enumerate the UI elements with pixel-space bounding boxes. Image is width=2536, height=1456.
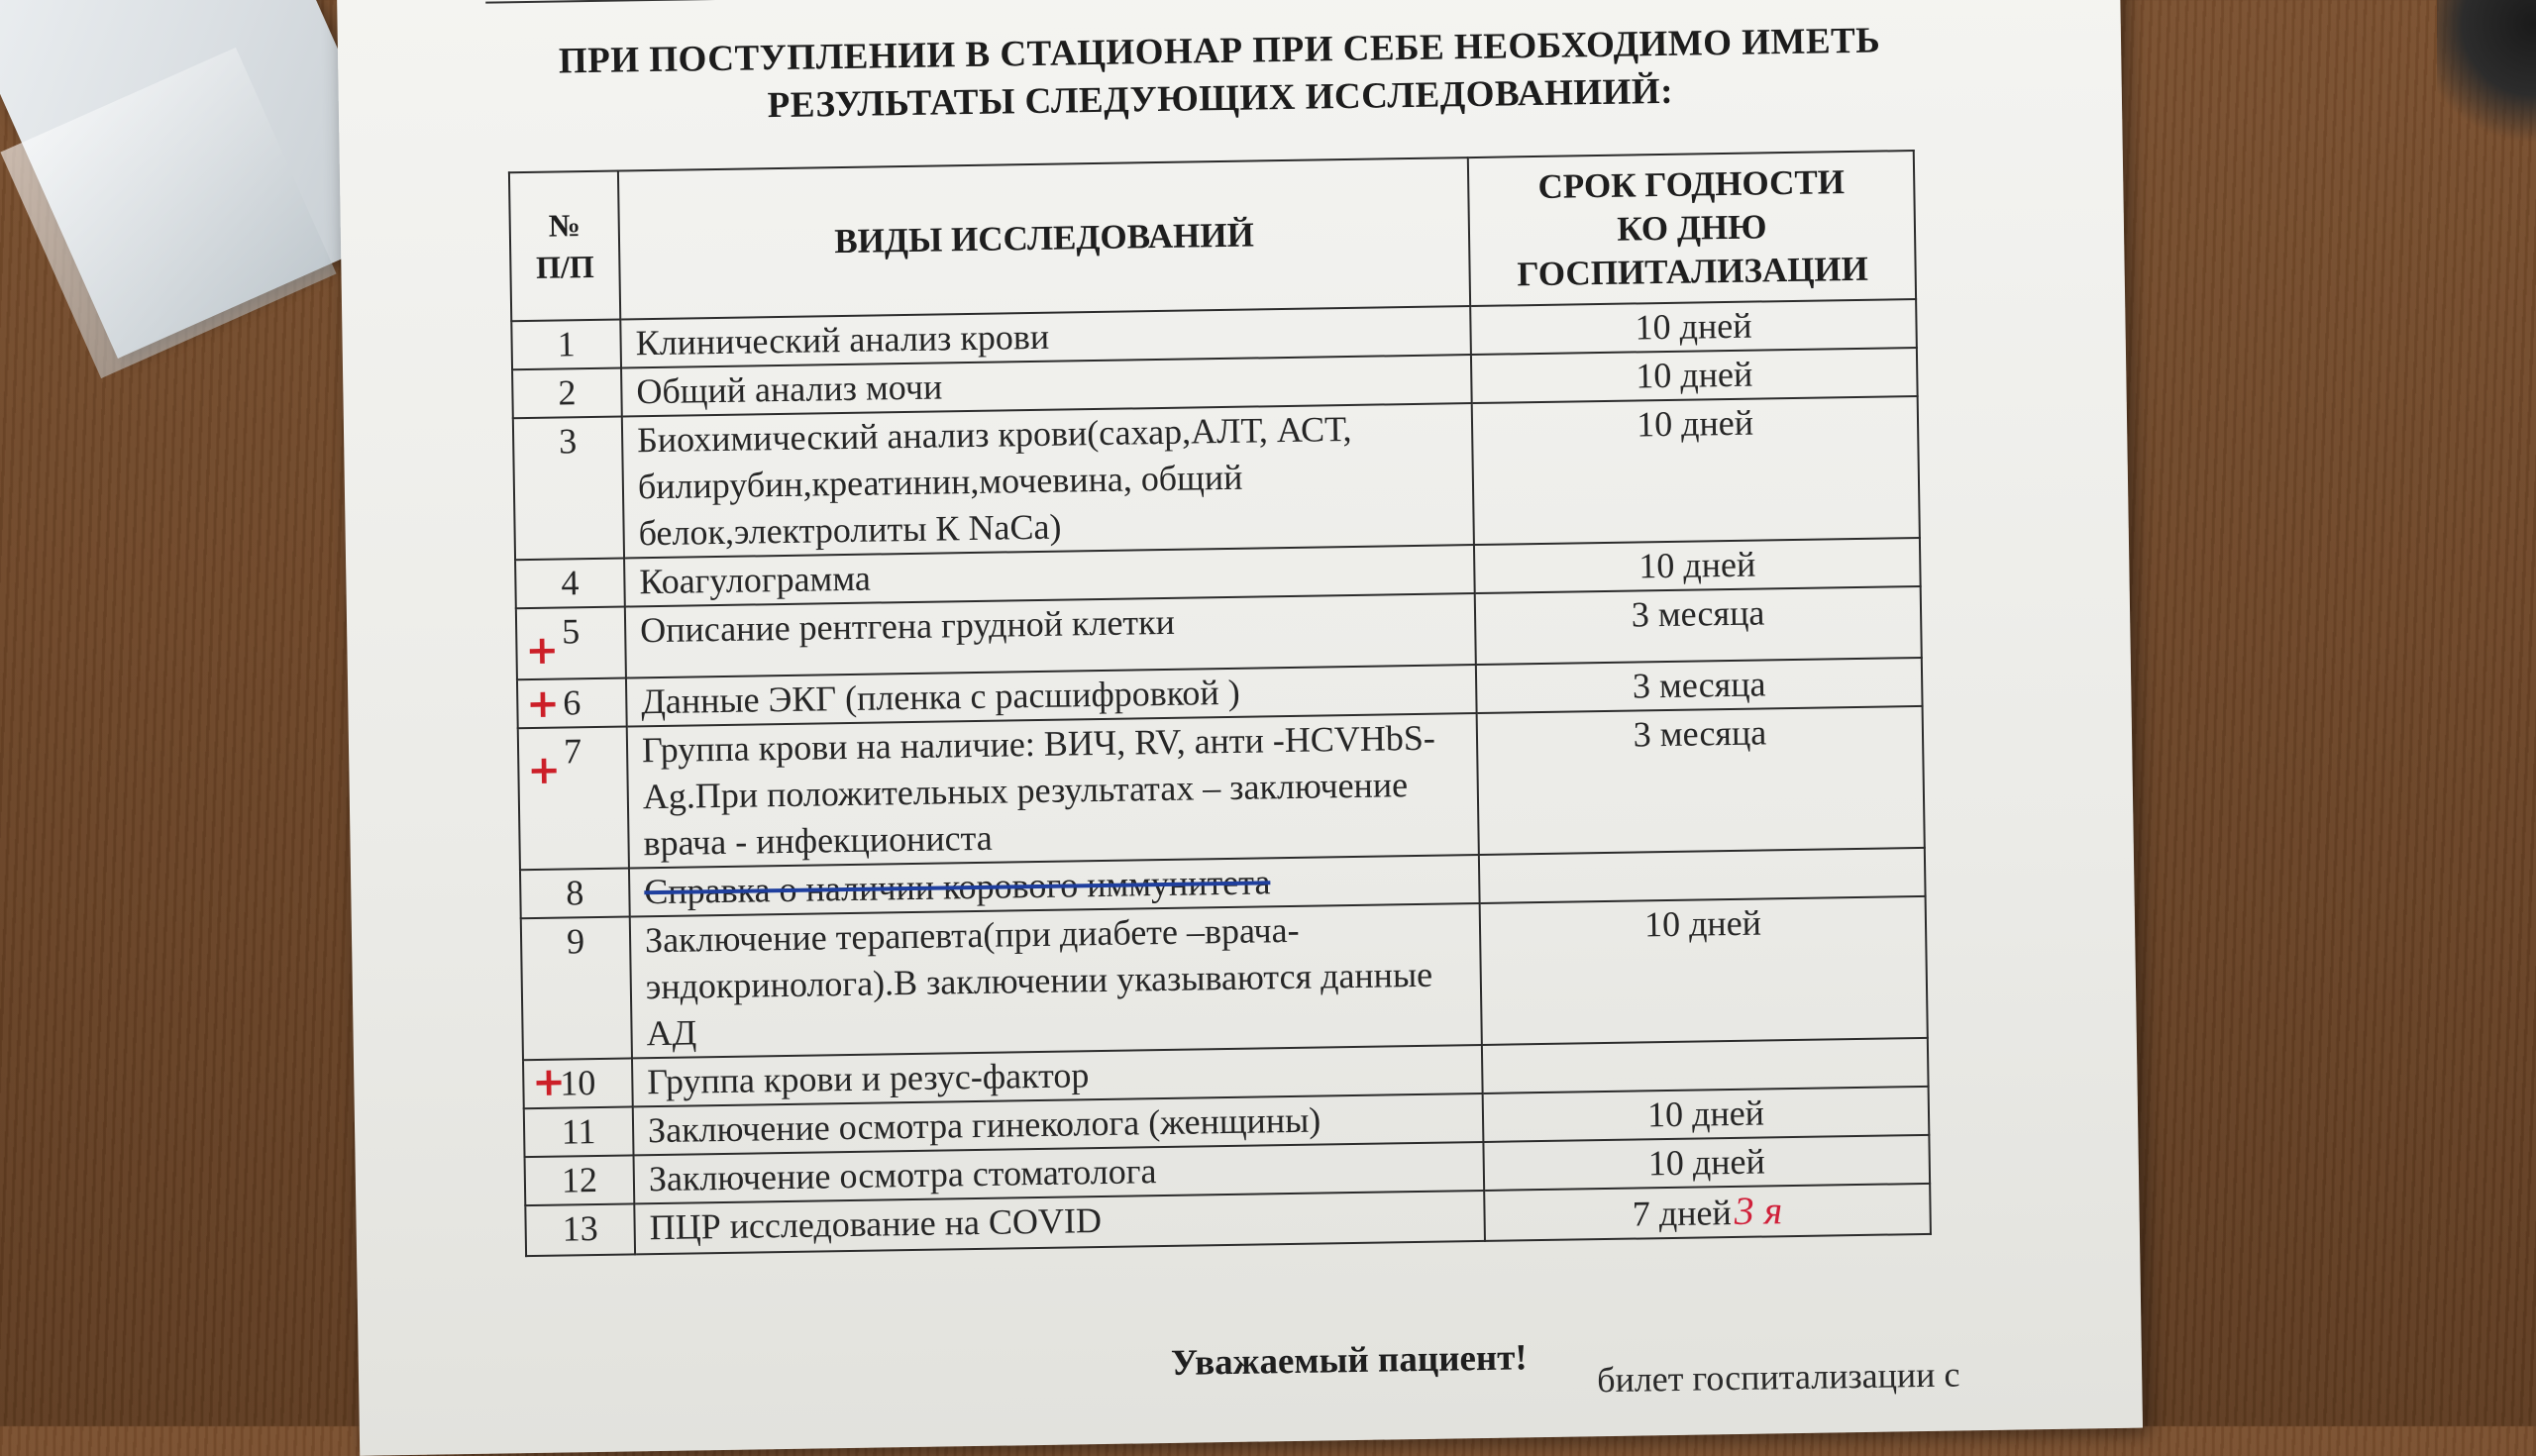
header-exam-type: ВИДЫ ИССЛЕДОВАНИЙ [618, 157, 1470, 319]
row-validity: 3 месяца [1477, 706, 1925, 855]
row-exam-name: Коагулограмма [624, 545, 1475, 606]
row-validity [1482, 1038, 1929, 1093]
row-validity: 10 дней [1472, 396, 1920, 545]
row-validity: 10 дней [1480, 896, 1928, 1045]
document-sheet [337, 0, 2143, 1456]
row-number: 10 [560, 1063, 596, 1103]
row-number-cell [516, 607, 626, 680]
table-row [521, 896, 1928, 1060]
row-number: 11 [524, 1106, 634, 1157]
header-number: № П/П [509, 171, 620, 322]
red-plus-mark: + [525, 627, 560, 675]
row-number: 12 [525, 1155, 635, 1205]
row-exam-name: Клинический анализ крови [620, 306, 1471, 367]
row-number: 1 [511, 320, 621, 370]
row-exam-name: Группа крови и резус-фактор [632, 1045, 1483, 1106]
table-row [518, 706, 1925, 870]
row-exam-name: Общий анализ мочи [621, 355, 1472, 416]
row-number: 13 [525, 1203, 635, 1256]
row-number: 4 [515, 559, 625, 609]
row-exam-name: Группа крови на наличие: ВИЧ, RV, анти -HCVHbS-Ag.При положительных результатах – заключение врача - инфекциониста [627, 713, 1479, 868]
row-number: 6 [563, 682, 581, 723]
table-header-row [509, 151, 1916, 321]
red-plus-mark: + [527, 747, 562, 794]
red-plus-mark: + [531, 1059, 567, 1106]
footer-greeting: Уважаемый пациент! [1170, 1337, 1529, 1384]
row-validity: 10 дней [1483, 1135, 1930, 1191]
row-exam-name: Описание рентгена грудной клетки [625, 593, 1476, 677]
row-exam-name: ПЦР исследование на COVID [634, 1191, 1485, 1254]
row-number-cell [517, 678, 627, 729]
row-validity [1479, 848, 1926, 903]
struck-text: Справка о наличии корового иммунитета [644, 862, 1271, 912]
row-validity: 10 дней [1483, 1087, 1930, 1142]
row-exam-name: Заключение терапевта(при диабете –врача-эндокринолога).В заключении указываются данные АД [630, 903, 1482, 1058]
row-exam-name: Заключение осмотра стоматолога [634, 1142, 1485, 1203]
row-number: 9 [521, 916, 632, 1060]
row-number-cell [518, 726, 629, 870]
title-line-2: РЕЗУЛЬТАТЫ СЛЕДУЮЩИХ ИССЛЕДОВАНИИЙ: [767, 70, 1674, 127]
table-row [513, 396, 1920, 560]
row-number: 2 [512, 368, 622, 419]
row-validity: 10 дней [1474, 538, 1921, 593]
row-exam-name: Заключение осмотра гинеколога (женщины) [633, 1093, 1484, 1155]
document-title [427, 15, 2013, 135]
row-validity: 3 месяца [1475, 586, 1922, 665]
row-exam-name: Биохимический анализ крови(сахар,АЛТ, АСТ, билирубин,креатинин,мочевина, общий белок,электролиты К NaCa) [622, 403, 1474, 558]
footer-cut-text: билет госпитализации с [1596, 1354, 1960, 1401]
handwritten-annotation: 3 я [1734, 1188, 1783, 1233]
row-validity: 10 дней [1471, 348, 1918, 403]
top-rule [485, 0, 1872, 4]
dark-object [2437, 0, 2536, 149]
row-number-cell [523, 1058, 633, 1108]
row-validity: 7 дней [1632, 1193, 1732, 1234]
row-validity: 10 дней [1470, 299, 1917, 355]
row-exam-name: Данные ЭКГ (пленка с расшифровкой ) [626, 665, 1477, 726]
row-number: 5 [561, 611, 581, 652]
row-number: 7 [563, 731, 582, 772]
row-number: 3 [513, 417, 624, 561]
row-validity: 3 месяца [1476, 658, 1923, 713]
red-plus-mark: + [525, 680, 561, 728]
title-line-1: ПРИ ПОСТУПЛЕНИИ В СТАЦИОНАР ПРИ СЕБЕ НЕОБХОДИМО ИМЕТЬ [558, 20, 1881, 82]
header-validity: СРОК ГОДНОСТИ КО ДНЮ ГОСПИТАЛИЗАЦИИ [1468, 151, 1916, 306]
row-number: 8 [520, 868, 630, 918]
row-validity-cell [1484, 1184, 1931, 1241]
examinations-table [508, 150, 1932, 1257]
